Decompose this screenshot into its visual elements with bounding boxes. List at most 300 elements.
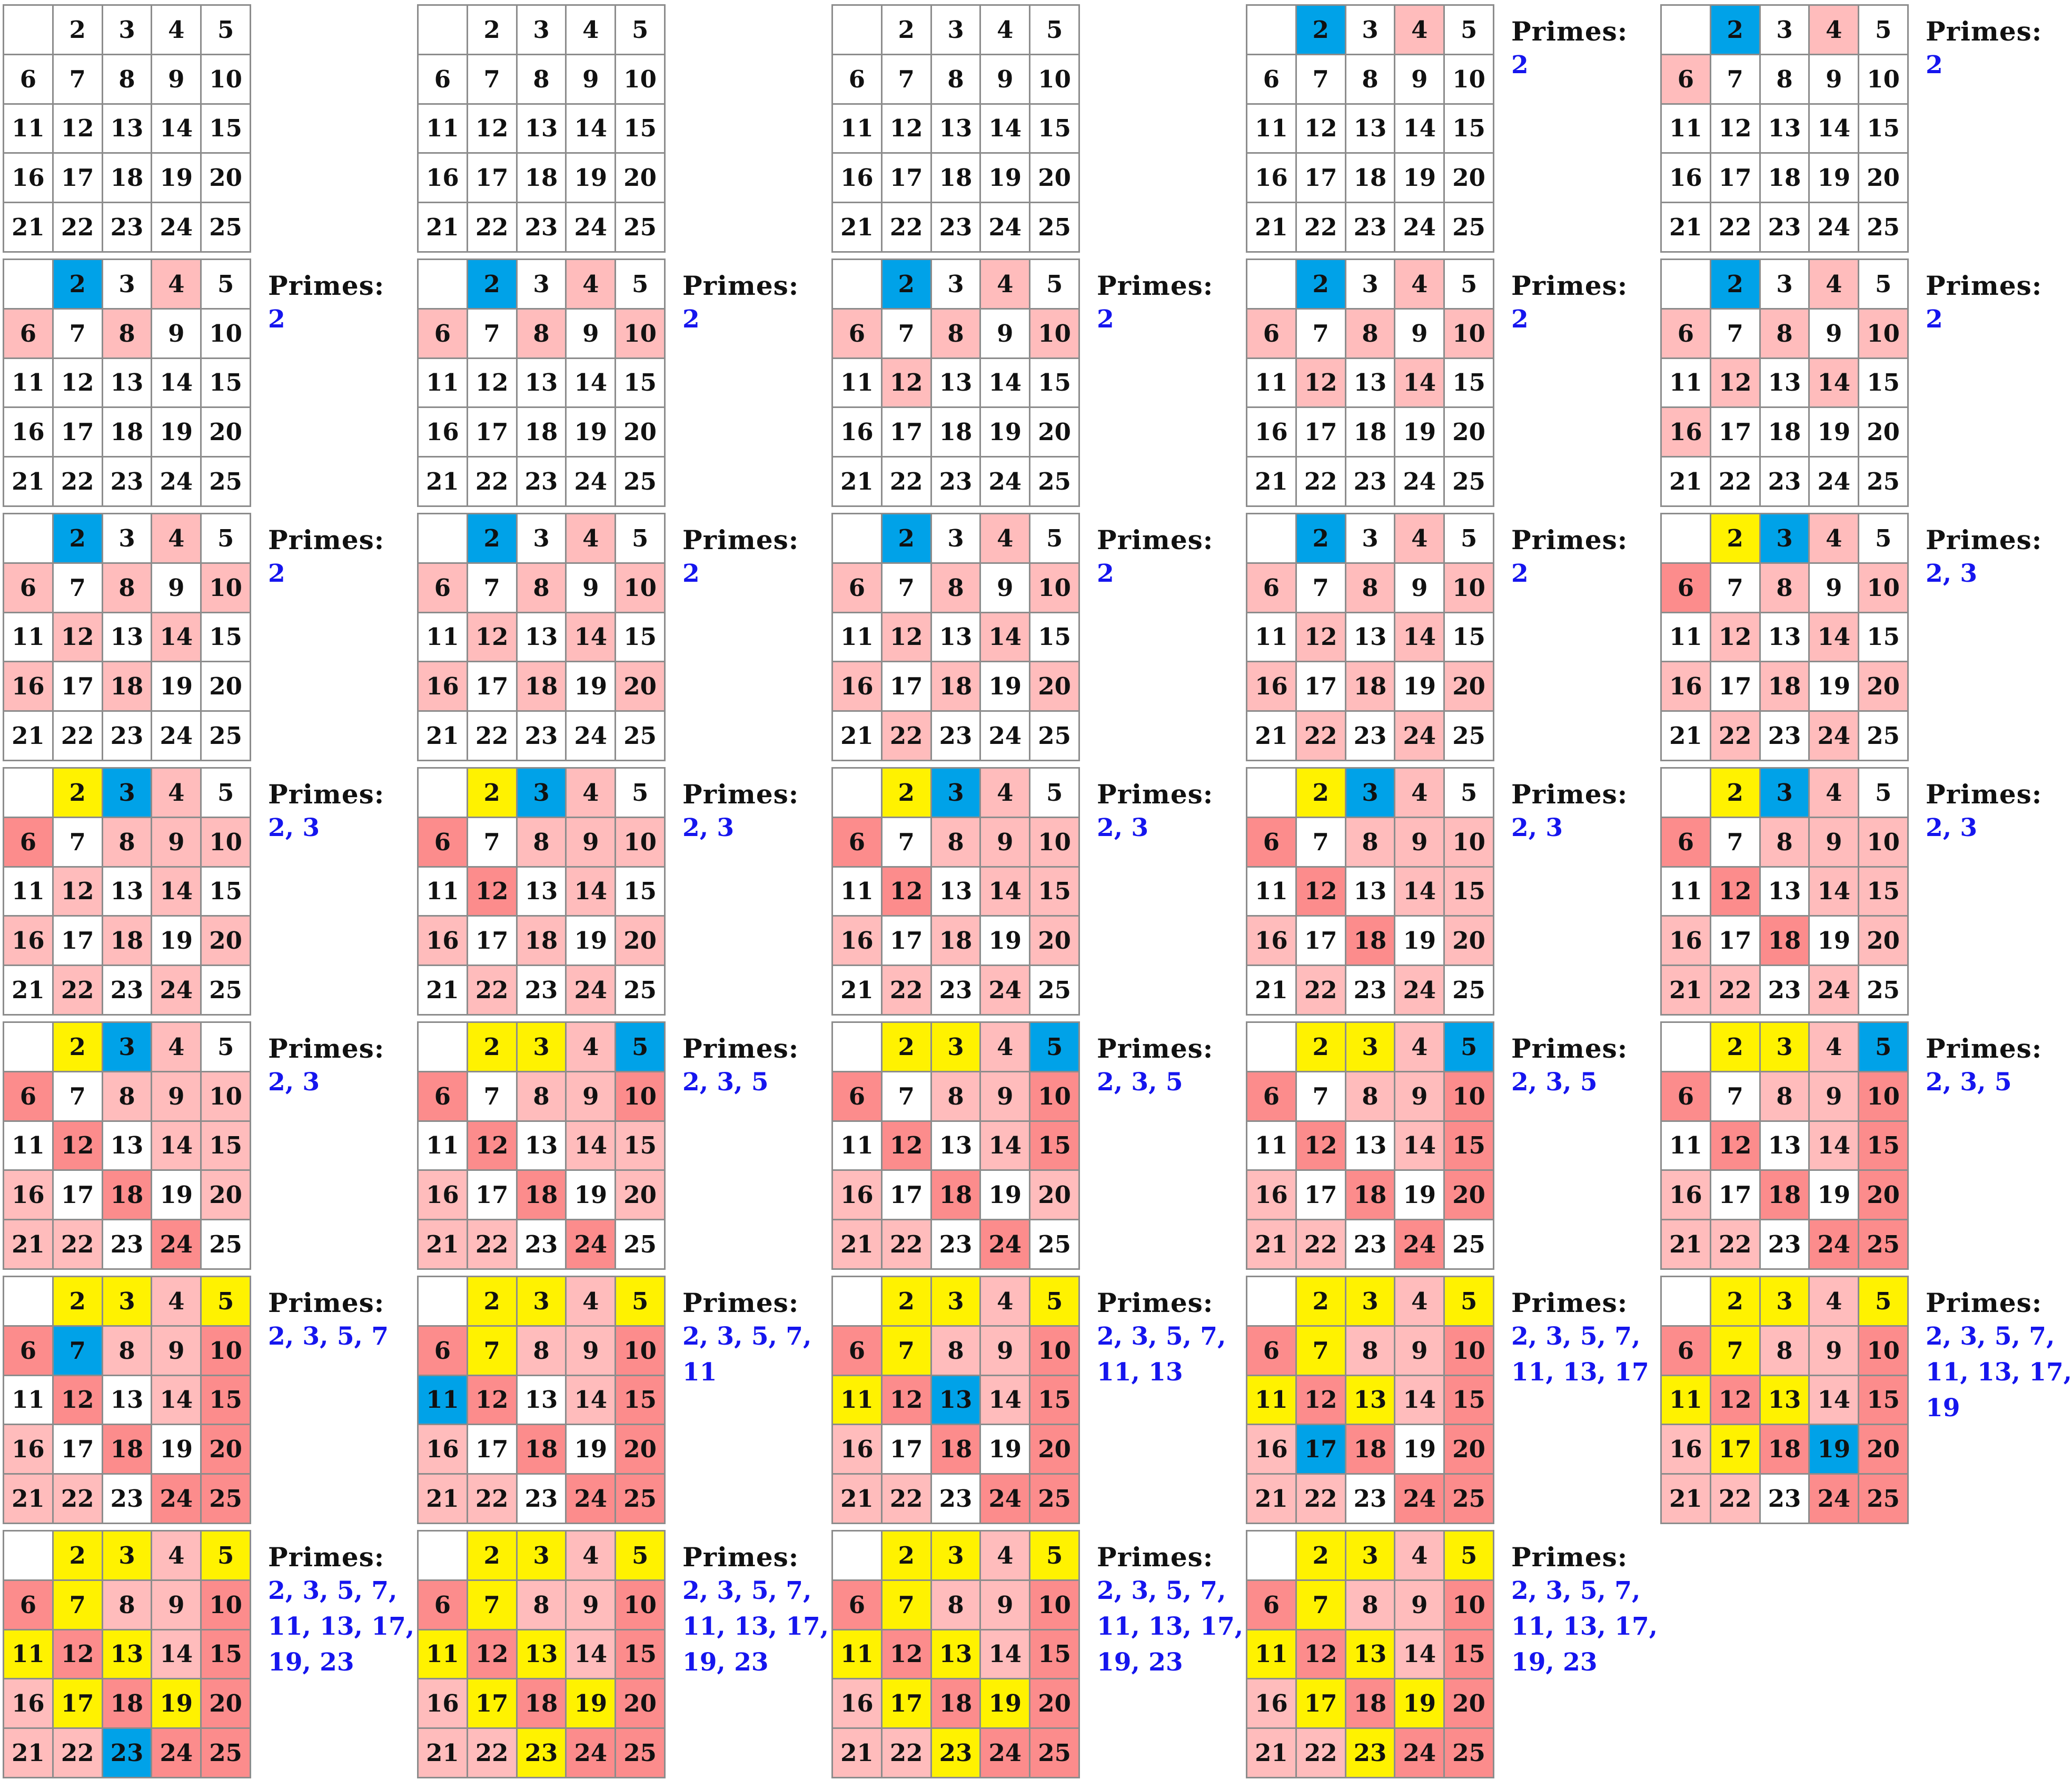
grid-cell-24: 24 bbox=[1810, 458, 1858, 505]
grid-cell-20: 20 bbox=[202, 1171, 250, 1219]
grid-cell-10: 10 bbox=[1030, 55, 1078, 103]
grid-cell-3: 3 bbox=[932, 6, 980, 54]
grid-cell-20: 20 bbox=[1859, 1425, 1907, 1473]
grid-cell-14: 14 bbox=[567, 1630, 614, 1678]
grid-cell-17: 17 bbox=[1297, 1679, 1345, 1727]
grid-cell-20: 20 bbox=[1445, 1171, 1493, 1219]
grid-cell-20: 20 bbox=[202, 1679, 250, 1727]
grid-cell-13: 13 bbox=[1761, 613, 1809, 661]
grid-cell-13: 13 bbox=[932, 105, 980, 153]
grid-cell-15: 15 bbox=[1030, 1376, 1078, 1424]
grid-cell-16: 16 bbox=[4, 1679, 52, 1727]
grid-cell-20: 20 bbox=[616, 1171, 664, 1219]
grid-cell-14: 14 bbox=[567, 868, 614, 916]
primes-list: 2, 3, 5, 7, 11, 13, 17, 19, 23 bbox=[1097, 1576, 1244, 1677]
grid-cell-22: 22 bbox=[883, 712, 930, 760]
grid-cell-11: 11 bbox=[4, 105, 52, 153]
grid-cell-22: 22 bbox=[1297, 966, 1345, 1014]
number-grid bbox=[1660, 4, 1909, 253]
primes-list: 2, 3 bbox=[1511, 813, 1563, 842]
grid-cell-11: 11 bbox=[1247, 105, 1295, 153]
grid-cell-8: 8 bbox=[1346, 564, 1394, 612]
grid-cell-empty bbox=[833, 769, 881, 817]
grid-cell-15: 15 bbox=[1030, 1630, 1078, 1678]
grid-cell-14: 14 bbox=[981, 359, 1029, 407]
grid-cell-8: 8 bbox=[1346, 1072, 1394, 1120]
grid-cell-23: 23 bbox=[103, 1220, 151, 1268]
grid-cell-10: 10 bbox=[616, 310, 664, 357]
primes-label bbox=[1097, 270, 1255, 337]
grid-cell-14: 14 bbox=[1810, 105, 1858, 153]
grid-cell-5: 5 bbox=[1445, 260, 1493, 308]
grid-cell-16: 16 bbox=[4, 154, 52, 202]
grid-cell-21: 21 bbox=[833, 1729, 881, 1777]
grid-cell-24: 24 bbox=[152, 203, 200, 251]
grid-cell-10: 10 bbox=[1030, 1581, 1078, 1629]
grid-cell-15: 15 bbox=[616, 613, 664, 661]
grid-cell-22: 22 bbox=[54, 966, 102, 1014]
grid-cell-14: 14 bbox=[981, 1122, 1029, 1170]
grid-cell-16: 16 bbox=[419, 1679, 467, 1727]
grid-cell-16: 16 bbox=[833, 1171, 881, 1219]
primes-list: 2 bbox=[1926, 51, 1943, 79]
grid-cell-empty bbox=[833, 514, 881, 562]
primes-list: 2 bbox=[682, 559, 700, 588]
primes-title: Primes: bbox=[1097, 524, 1214, 555]
grid-cell-13: 13 bbox=[932, 868, 980, 916]
grid-cell-7: 7 bbox=[1297, 1072, 1345, 1120]
grid-cell-25: 25 bbox=[202, 1475, 250, 1523]
grid-cell-19: 19 bbox=[567, 1425, 614, 1473]
grid-cell-22: 22 bbox=[1297, 458, 1345, 505]
grid-cell-21: 21 bbox=[833, 458, 881, 505]
number-grid bbox=[3, 513, 251, 761]
sieve-frame bbox=[831, 513, 1214, 761]
grid-cell-14: 14 bbox=[152, 868, 200, 916]
grid-cell-11: 11 bbox=[419, 613, 467, 661]
grid-cell-17: 17 bbox=[883, 154, 930, 202]
number-grid bbox=[1660, 1276, 1909, 1524]
grid-cell-5: 5 bbox=[202, 260, 250, 308]
primes-title: Primes: bbox=[682, 270, 799, 301]
grid-cell-3: 3 bbox=[1761, 1023, 1809, 1071]
grid-cell-8: 8 bbox=[932, 55, 980, 103]
grid-cell-6: 6 bbox=[1662, 818, 1710, 866]
grid-cell-15: 15 bbox=[616, 868, 664, 916]
grid-cell-16: 16 bbox=[1662, 917, 1710, 964]
grid-cell-10: 10 bbox=[1030, 1072, 1078, 1120]
grid-cell-14: 14 bbox=[567, 105, 614, 153]
primes-label bbox=[682, 779, 840, 846]
number-grid bbox=[417, 1530, 666, 1778]
grid-cell-12: 12 bbox=[1711, 1376, 1759, 1424]
grid-cell-9: 9 bbox=[1810, 1327, 1858, 1375]
grid-cell-6: 6 bbox=[4, 310, 52, 357]
primes-title: Primes: bbox=[1511, 16, 1628, 47]
grid-cell-23: 23 bbox=[103, 458, 151, 505]
grid-cell-13: 13 bbox=[932, 359, 980, 407]
grid-cell-6: 6 bbox=[1247, 564, 1295, 612]
grid-cell-7: 7 bbox=[1711, 1072, 1759, 1120]
primes-label bbox=[1926, 1287, 2072, 1426]
sieve-frame bbox=[831, 1276, 1226, 1524]
grid-cell-3: 3 bbox=[103, 260, 151, 308]
grid-cell-21: 21 bbox=[1247, 966, 1295, 1014]
grid-cell-20: 20 bbox=[202, 408, 250, 456]
grid-cell-3: 3 bbox=[1761, 6, 1809, 54]
grid-cell-24: 24 bbox=[567, 966, 614, 1014]
sieve-frame bbox=[3, 767, 385, 1016]
grid-cell-2: 2 bbox=[883, 1532, 930, 1579]
grid-cell-20: 20 bbox=[1030, 1171, 1078, 1219]
grid-cell-10: 10 bbox=[1445, 1581, 1493, 1629]
grid-cell-7: 7 bbox=[1297, 818, 1345, 866]
grid-cell-16: 16 bbox=[833, 917, 881, 964]
grid-cell-3: 3 bbox=[932, 1277, 980, 1325]
grid-cell-10: 10 bbox=[616, 1581, 664, 1629]
primes-list: 2, 3, 5, 7, 11, 13 bbox=[1097, 1322, 1226, 1387]
grid-cell-9: 9 bbox=[1395, 1072, 1443, 1120]
grid-cell-2: 2 bbox=[468, 260, 516, 308]
grid-cell-19: 19 bbox=[1395, 1679, 1443, 1727]
primes-title: Primes: bbox=[1097, 1287, 1214, 1318]
sieve-frame bbox=[417, 1021, 799, 1270]
grid-cell-7: 7 bbox=[1297, 310, 1345, 357]
primes-label bbox=[268, 1287, 426, 1355]
grid-cell-3: 3 bbox=[518, 1023, 566, 1071]
grid-cell-24: 24 bbox=[1810, 1220, 1858, 1268]
grid-cell-10: 10 bbox=[202, 1072, 250, 1120]
grid-cell-16: 16 bbox=[1662, 1425, 1710, 1473]
grid-cell-2: 2 bbox=[883, 1277, 930, 1325]
grid-cell-9: 9 bbox=[567, 564, 614, 612]
grid-cell-11: 11 bbox=[1662, 105, 1710, 153]
grid-cell-15: 15 bbox=[1030, 1122, 1078, 1170]
grid-cell-4: 4 bbox=[1810, 260, 1858, 308]
grid-cell-23: 23 bbox=[1761, 712, 1809, 760]
grid-cell-9: 9 bbox=[1395, 55, 1443, 103]
grid-cell-24: 24 bbox=[567, 458, 614, 505]
grid-cell-19: 19 bbox=[152, 408, 200, 456]
grid-cell-12: 12 bbox=[1711, 359, 1759, 407]
grid-cell-10: 10 bbox=[1859, 1327, 1907, 1375]
grid-cell-10: 10 bbox=[1030, 818, 1078, 866]
grid-cell-18: 18 bbox=[518, 408, 566, 456]
grid-cell-16: 16 bbox=[4, 1425, 52, 1473]
grid-cell-2: 2 bbox=[468, 6, 516, 54]
grid-cell-15: 15 bbox=[1030, 359, 1078, 407]
grid-cell-empty bbox=[1247, 260, 1295, 308]
grid-cell-20: 20 bbox=[1445, 154, 1493, 202]
grid-cell-21: 21 bbox=[419, 203, 467, 251]
grid-cell-empty bbox=[1247, 1277, 1295, 1325]
grid-cell-7: 7 bbox=[468, 55, 516, 103]
grid-cell-20: 20 bbox=[616, 1425, 664, 1473]
grid-cell-17: 17 bbox=[1711, 1425, 1759, 1473]
grid-cell-21: 21 bbox=[4, 203, 52, 251]
grid-cell-3: 3 bbox=[932, 1023, 980, 1071]
grid-cell-10: 10 bbox=[616, 564, 664, 612]
grid-cell-15: 15 bbox=[1030, 868, 1078, 916]
primes-title: Primes: bbox=[682, 1542, 799, 1573]
sieve-frame bbox=[1246, 767, 1628, 1016]
grid-cell-19: 19 bbox=[567, 917, 614, 964]
grid-cell-10: 10 bbox=[616, 1072, 664, 1120]
grid-cell-2: 2 bbox=[1711, 1023, 1759, 1071]
grid-cell-16: 16 bbox=[419, 408, 467, 456]
grid-cell-3: 3 bbox=[1761, 769, 1809, 817]
grid-cell-24: 24 bbox=[1395, 1729, 1443, 1777]
grid-cell-11: 11 bbox=[419, 359, 467, 407]
grid-cell-6: 6 bbox=[4, 564, 52, 612]
primes-list: 2, 3, 5, 7, 11, 13, 17, 19, 23 bbox=[1511, 1576, 1658, 1677]
grid-cell-8: 8 bbox=[518, 564, 566, 612]
grid-cell-8: 8 bbox=[1761, 818, 1809, 866]
grid-cell-5: 5 bbox=[1445, 1277, 1493, 1325]
grid-cell-21: 21 bbox=[4, 1220, 52, 1268]
primes-label bbox=[268, 270, 426, 337]
grid-cell-22: 22 bbox=[54, 1729, 102, 1777]
grid-cell-18: 18 bbox=[518, 1425, 566, 1473]
grid-cell-9: 9 bbox=[981, 1327, 1029, 1375]
grid-cell-18: 18 bbox=[1761, 917, 1809, 964]
grid-cell-11: 11 bbox=[1662, 1376, 1710, 1424]
grid-cell-18: 18 bbox=[103, 1679, 151, 1727]
grid-cell-14: 14 bbox=[1395, 105, 1443, 153]
primes-title: Primes: bbox=[268, 524, 385, 555]
grid-cell-17: 17 bbox=[883, 408, 930, 456]
grid-cell-12: 12 bbox=[1297, 1376, 1345, 1424]
grid-cell-10: 10 bbox=[1030, 310, 1078, 357]
grid-cell-18: 18 bbox=[103, 154, 151, 202]
grid-cell-13: 13 bbox=[932, 1376, 980, 1424]
primes-title: Primes: bbox=[1926, 524, 2043, 555]
grid-cell-4: 4 bbox=[1395, 1023, 1443, 1071]
primes-title: Primes: bbox=[682, 1287, 799, 1318]
grid-cell-19: 19 bbox=[1810, 408, 1858, 456]
grid-cell-13: 13 bbox=[1346, 613, 1394, 661]
grid-cell-4: 4 bbox=[567, 6, 614, 54]
grid-cell-7: 7 bbox=[883, 564, 930, 612]
grid-cell-2: 2 bbox=[1297, 1277, 1345, 1325]
grid-cell-16: 16 bbox=[4, 662, 52, 710]
grid-cell-25: 25 bbox=[1859, 966, 1907, 1014]
grid-cell-14: 14 bbox=[152, 1630, 200, 1678]
grid-cell-12: 12 bbox=[1297, 1122, 1345, 1170]
grid-cell-3: 3 bbox=[518, 514, 566, 562]
grid-cell-22: 22 bbox=[1711, 458, 1759, 505]
grid-cell-23: 23 bbox=[932, 458, 980, 505]
grid-cell-25: 25 bbox=[1859, 1475, 1907, 1523]
grid-cell-21: 21 bbox=[4, 458, 52, 505]
grid-cell-16: 16 bbox=[1247, 408, 1295, 456]
grid-cell-12: 12 bbox=[883, 1122, 930, 1170]
grid-cell-19: 19 bbox=[152, 1425, 200, 1473]
grid-cell-empty bbox=[419, 514, 467, 562]
number-grid bbox=[1246, 4, 1494, 253]
grid-cell-19: 19 bbox=[1395, 662, 1443, 710]
grid-cell-21: 21 bbox=[4, 1729, 52, 1777]
grid-cell-11: 11 bbox=[833, 613, 881, 661]
grid-cell-13: 13 bbox=[518, 1122, 566, 1170]
grid-cell-12: 12 bbox=[468, 1376, 516, 1424]
grid-cell-25: 25 bbox=[1445, 1475, 1493, 1523]
grid-cell-14: 14 bbox=[981, 613, 1029, 661]
grid-cell-21: 21 bbox=[419, 1475, 467, 1523]
grid-cell-20: 20 bbox=[1030, 1679, 1078, 1727]
grid-cell-19: 19 bbox=[981, 1425, 1029, 1473]
grid-cell-12: 12 bbox=[883, 105, 930, 153]
grid-cell-2: 2 bbox=[1711, 260, 1759, 308]
grid-cell-empty bbox=[419, 1532, 467, 1579]
grid-cell-12: 12 bbox=[883, 1630, 930, 1678]
primes-title: Primes: bbox=[1926, 1287, 2043, 1318]
grid-cell-19: 19 bbox=[152, 154, 200, 202]
grid-cell-8: 8 bbox=[103, 1072, 151, 1120]
grid-cell-22: 22 bbox=[883, 1729, 930, 1777]
grid-cell-2: 2 bbox=[54, 260, 102, 308]
grid-cell-21: 21 bbox=[419, 966, 467, 1014]
grid-cell-18: 18 bbox=[1761, 154, 1809, 202]
sieve-frame bbox=[3, 258, 385, 507]
primes-list: 2 bbox=[682, 305, 700, 334]
grid-cell-8: 8 bbox=[1761, 55, 1809, 103]
grid-cell-13: 13 bbox=[1761, 359, 1809, 407]
grid-cell-16: 16 bbox=[833, 1425, 881, 1473]
grid-cell-23: 23 bbox=[1346, 203, 1394, 251]
grid-cell-empty bbox=[1662, 6, 1710, 54]
primes-list: 2, 3, 5, 7, 11, 13, 17, 19, 23 bbox=[682, 1576, 829, 1677]
grid-cell-7: 7 bbox=[883, 1327, 930, 1375]
grid-cell-16: 16 bbox=[1662, 662, 1710, 710]
grid-cell-5: 5 bbox=[202, 1277, 250, 1325]
grid-cell-2: 2 bbox=[1711, 1277, 1759, 1325]
grid-cell-20: 20 bbox=[202, 662, 250, 710]
grid-cell-4: 4 bbox=[152, 1532, 200, 1579]
primes-title: Primes: bbox=[1097, 1542, 1214, 1573]
number-grid bbox=[3, 4, 251, 253]
grid-cell-22: 22 bbox=[1711, 966, 1759, 1014]
grid-cell-5: 5 bbox=[1030, 769, 1078, 817]
grid-cell-2: 2 bbox=[883, 769, 930, 817]
grid-cell-12: 12 bbox=[54, 868, 102, 916]
grid-cell-11: 11 bbox=[1662, 868, 1710, 916]
number-grid bbox=[831, 4, 1080, 253]
grid-cell-25: 25 bbox=[616, 1220, 664, 1268]
grid-cell-15: 15 bbox=[1445, 359, 1493, 407]
sieve-frame bbox=[1660, 4, 2043, 253]
grid-cell-8: 8 bbox=[1346, 1581, 1394, 1629]
primes-title: Primes: bbox=[268, 270, 385, 301]
grid-cell-6: 6 bbox=[1662, 564, 1710, 612]
primes-title: Primes: bbox=[1097, 779, 1214, 810]
number-grid bbox=[1660, 513, 1909, 761]
grid-cell-15: 15 bbox=[202, 1376, 250, 1424]
grid-cell-2: 2 bbox=[54, 1023, 102, 1071]
grid-cell-23: 23 bbox=[518, 966, 566, 1014]
grid-cell-13: 13 bbox=[1761, 1376, 1809, 1424]
grid-cell-11: 11 bbox=[1247, 1376, 1295, 1424]
grid-cell-21: 21 bbox=[1247, 1220, 1295, 1268]
grid-cell-4: 4 bbox=[152, 1277, 200, 1325]
grid-cell-24: 24 bbox=[1395, 1475, 1443, 1523]
grid-cell-22: 22 bbox=[1711, 203, 1759, 251]
grid-cell-18: 18 bbox=[518, 154, 566, 202]
grid-cell-16: 16 bbox=[1247, 662, 1295, 710]
grid-cell-10: 10 bbox=[1445, 818, 1493, 866]
grid-cell-7: 7 bbox=[54, 564, 102, 612]
primes-title: Primes: bbox=[1511, 1542, 1628, 1573]
grid-cell-16: 16 bbox=[833, 662, 881, 710]
primes-title: Primes: bbox=[1511, 524, 1628, 555]
grid-cell-10: 10 bbox=[616, 1327, 664, 1375]
sieve-frame bbox=[3, 1021, 385, 1270]
grid-cell-22: 22 bbox=[883, 1475, 930, 1523]
grid-cell-6: 6 bbox=[419, 1072, 467, 1120]
grid-cell-20: 20 bbox=[616, 1679, 664, 1727]
grid-cell-empty bbox=[4, 6, 52, 54]
grid-cell-empty bbox=[833, 1277, 881, 1325]
grid-cell-16: 16 bbox=[4, 917, 52, 964]
grid-cell-9: 9 bbox=[1810, 310, 1858, 357]
grid-cell-4: 4 bbox=[1395, 514, 1443, 562]
grid-cell-24: 24 bbox=[152, 712, 200, 760]
grid-cell-empty bbox=[4, 769, 52, 817]
grid-cell-25: 25 bbox=[1445, 203, 1493, 251]
grid-cell-3: 3 bbox=[932, 260, 980, 308]
grid-cell-16: 16 bbox=[833, 1679, 881, 1727]
grid-cell-15: 15 bbox=[1445, 613, 1493, 661]
grid-cell-10: 10 bbox=[1859, 310, 1907, 357]
grid-cell-8: 8 bbox=[518, 1327, 566, 1375]
grid-cell-6: 6 bbox=[419, 1581, 467, 1629]
grid-cell-10: 10 bbox=[202, 55, 250, 103]
grid-cell-9: 9 bbox=[1395, 818, 1443, 866]
grid-cell-20: 20 bbox=[1445, 1425, 1493, 1473]
primes-title: Primes: bbox=[268, 1542, 385, 1573]
grid-cell-12: 12 bbox=[468, 613, 516, 661]
primes-label bbox=[268, 524, 426, 592]
primes-title: Primes: bbox=[1926, 1033, 2043, 1064]
grid-cell-25: 25 bbox=[1445, 712, 1493, 760]
grid-cell-empty bbox=[1247, 1023, 1295, 1071]
grid-cell-14: 14 bbox=[152, 359, 200, 407]
grid-cell-18: 18 bbox=[1346, 1171, 1394, 1219]
grid-cell-18: 18 bbox=[103, 917, 151, 964]
primes-list: 2, 3 bbox=[268, 813, 320, 842]
grid-cell-4: 4 bbox=[152, 260, 200, 308]
grid-cell-21: 21 bbox=[419, 712, 467, 760]
grid-cell-24: 24 bbox=[981, 1220, 1029, 1268]
grid-cell-21: 21 bbox=[1662, 1475, 1710, 1523]
grid-cell-25: 25 bbox=[1859, 712, 1907, 760]
grid-cell-13: 13 bbox=[932, 1122, 980, 1170]
grid-cell-3: 3 bbox=[518, 6, 566, 54]
primes-label bbox=[682, 1542, 840, 1680]
grid-cell-25: 25 bbox=[1030, 203, 1078, 251]
grid-cell-5: 5 bbox=[1859, 260, 1907, 308]
grid-cell-13: 13 bbox=[1346, 105, 1394, 153]
grid-cell-23: 23 bbox=[1761, 1220, 1809, 1268]
grid-cell-11: 11 bbox=[419, 1376, 467, 1424]
grid-cell-17: 17 bbox=[883, 1425, 930, 1473]
grid-cell-5: 5 bbox=[1445, 1532, 1493, 1579]
grid-cell-6: 6 bbox=[1247, 818, 1295, 866]
grid-cell-13: 13 bbox=[103, 359, 151, 407]
grid-cell-24: 24 bbox=[567, 203, 614, 251]
primes-title: Primes: bbox=[1926, 779, 2043, 810]
grid-cell-24: 24 bbox=[1810, 966, 1858, 1014]
